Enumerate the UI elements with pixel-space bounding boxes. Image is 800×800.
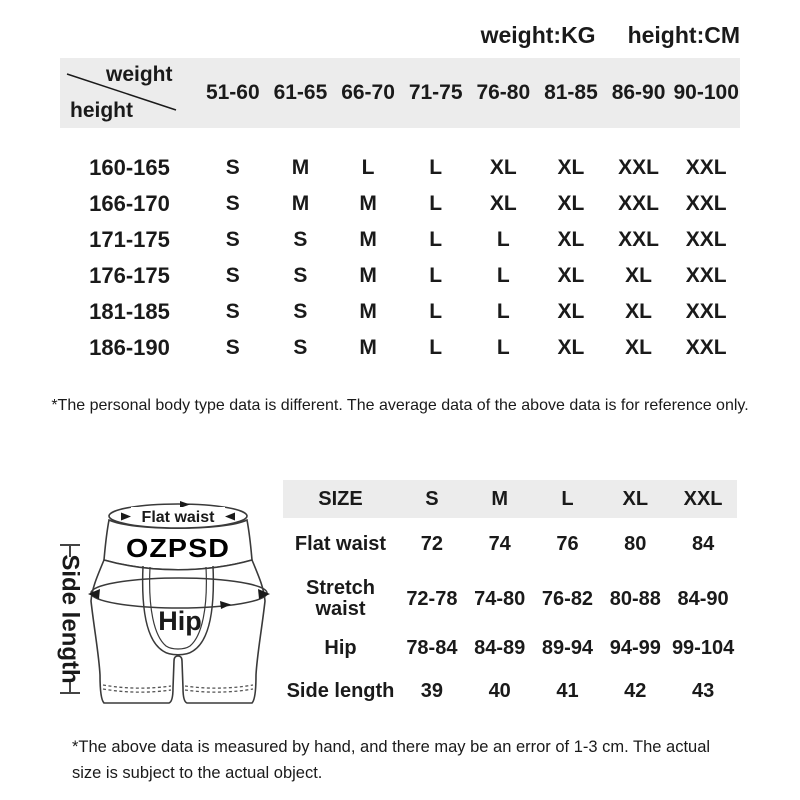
units-legend <box>481 22 740 49</box>
size-cell: L <box>429 336 443 359</box>
size-cell: XXL <box>618 228 659 251</box>
measurement-cell: 84-90 <box>677 587 729 610</box>
size-cell: M <box>359 300 377 323</box>
measurement-cell: 84-89 <box>474 636 526 659</box>
corner-cell <box>60 58 199 128</box>
table-row <box>60 222 740 258</box>
measurement-cell: 80 <box>624 532 647 555</box>
size-column-header: XL <box>622 487 649 510</box>
measurement-row-label <box>283 638 398 659</box>
size-cell: S <box>293 336 308 359</box>
height-row-label: 166-170 <box>89 191 170 216</box>
measurement-cell: 41 <box>556 679 579 702</box>
size-cell: L <box>429 156 443 179</box>
height-row-label: 176-175 <box>89 263 170 288</box>
size-cell: S <box>225 336 240 359</box>
size-cell: S <box>225 228 240 251</box>
size-column-header: M <box>491 487 509 510</box>
table-row <box>60 150 740 186</box>
size-column-header: S <box>425 487 439 510</box>
measurement-table-header <box>283 480 737 518</box>
measurement-cell: 76-82 <box>541 587 594 610</box>
flat-waist-label: Flat waist <box>141 509 215 526</box>
size-cell: XL <box>489 156 517 179</box>
size-cell: L <box>496 300 510 323</box>
weight-column-header: 86-90 <box>611 81 666 104</box>
size-cell: XL <box>625 300 652 323</box>
size-cell: XXL <box>685 264 727 287</box>
measurement-row-label <box>283 681 398 702</box>
measurement-cell: 39 <box>420 679 444 702</box>
table-row <box>60 294 740 330</box>
size-cell: XL <box>557 192 585 215</box>
measurement-cell: 42 <box>624 679 647 702</box>
size-cell: M <box>359 336 377 359</box>
size-table-header-row <box>60 58 740 128</box>
size-cell: S <box>293 264 308 287</box>
label-line: Hip <box>324 636 357 659</box>
size-column-header: XXL <box>683 487 723 510</box>
size-cell: XXL <box>618 156 659 179</box>
weight-column-header: 51-60 <box>205 81 260 104</box>
size-cell: M <box>291 192 310 215</box>
measurement-cell: 80-88 <box>609 587 661 610</box>
size-cell: M <box>359 228 377 251</box>
table-row <box>283 668 737 714</box>
table-row <box>283 628 737 668</box>
weight-unit-label: weight:KG <box>480 22 596 48</box>
corner-weight-label: weight <box>106 63 173 86</box>
size-column-header: SIZE <box>318 487 363 510</box>
measurement-note: *The above data is measured by hand, and there may be an error of 1-3 cm. The actual size is subject to the actual object. <box>72 738 711 782</box>
label-line: Stretch <box>306 577 375 599</box>
weight-column-header: 71-75 <box>408 81 463 104</box>
size-cell: L <box>429 228 443 251</box>
size-cell: XL <box>625 336 652 359</box>
measurement-cell: 74 <box>488 532 511 555</box>
side-length-label: Side length <box>56 554 84 684</box>
size-cell: S <box>293 300 308 323</box>
height-row-label: 181-185 <box>89 299 170 324</box>
weight-column-header: 61-65 <box>273 81 328 104</box>
label-line: waist <box>315 598 366 620</box>
height-row-label: 171-175 <box>89 227 170 252</box>
size-cell: S <box>225 300 240 323</box>
size-cell: M <box>291 156 310 179</box>
size-cell: L <box>429 192 443 215</box>
table-row <box>60 186 740 222</box>
size-cell: M <box>359 192 377 215</box>
size-cell: XL <box>557 300 585 323</box>
size-chart-note: *The personal body type data is different. The average data of the above data is for reference only. <box>51 397 749 414</box>
measurement-cell: 78-84 <box>406 636 458 659</box>
size-cell: L <box>496 336 510 359</box>
measurement-cell: 89-94 <box>541 636 594 659</box>
height-weight-size-table <box>60 58 740 366</box>
table-row <box>60 330 740 366</box>
weight-column-header: 76-80 <box>476 81 531 104</box>
height-row-label: 160-165 <box>89 155 170 180</box>
size-cell: L <box>496 228 510 251</box>
size-cell: XL <box>557 336 585 359</box>
table-row <box>283 570 737 628</box>
measurement-cell: 72-78 <box>406 587 458 610</box>
brand-logo: OZPSD <box>126 533 230 563</box>
size-cell: XL <box>489 192 517 215</box>
measurement-cell: 43 <box>691 679 715 702</box>
size-column-header: L <box>561 487 574 510</box>
height-row-label: 186-190 <box>89 335 170 360</box>
weight-column-header: 81-85 <box>544 81 598 104</box>
size-cell: L <box>361 156 375 179</box>
table-row <box>283 518 737 570</box>
size-cell: S <box>293 228 308 251</box>
size-cell: XXL <box>685 156 727 179</box>
weight-column-header: 90-100 <box>673 81 739 104</box>
size-cell: L <box>429 264 443 287</box>
measurement-cell: 40 <box>488 679 511 702</box>
size-cell: XXL <box>685 228 727 251</box>
measurement-cell: 72 <box>420 532 444 555</box>
hip-label: Hip <box>158 606 202 636</box>
size-cell: XXL <box>618 192 659 215</box>
measurement-row-label <box>283 534 398 555</box>
size-cell: XXL <box>685 192 727 215</box>
size-cell: S <box>225 156 240 179</box>
weight-column-header: 66-70 <box>341 81 395 104</box>
size-cell: XL <box>557 228 585 251</box>
size-cell: S <box>225 264 240 287</box>
measurement-cell: 84 <box>691 532 715 555</box>
label-line: Flat waist <box>294 532 387 555</box>
size-cell: XL <box>557 264 585 287</box>
height-unit-label: height:CM <box>627 22 740 48</box>
size-cell: L <box>496 264 510 287</box>
table-row <box>60 258 740 294</box>
measurement-cell: 74-80 <box>474 587 526 610</box>
measurement-cell: 99-104 <box>671 636 735 659</box>
measurement-cell: 76 <box>556 532 579 555</box>
label-line: Side length <box>286 679 395 702</box>
garment-diagram <box>40 493 280 711</box>
corner-height-label: height <box>70 99 133 122</box>
measurement-table <box>283 480 737 714</box>
size-cell: XXL <box>685 300 727 323</box>
size-cell: XXL <box>685 336 727 359</box>
size-table-body <box>60 150 740 366</box>
size-cell: XL <box>625 264 652 287</box>
size-cell: M <box>359 264 377 287</box>
size-cell: S <box>225 192 240 215</box>
measurement-row-label <box>283 578 398 620</box>
size-cell: L <box>429 300 443 323</box>
measurement-cell: 94-99 <box>609 636 661 659</box>
size-cell: XL <box>557 156 585 179</box>
